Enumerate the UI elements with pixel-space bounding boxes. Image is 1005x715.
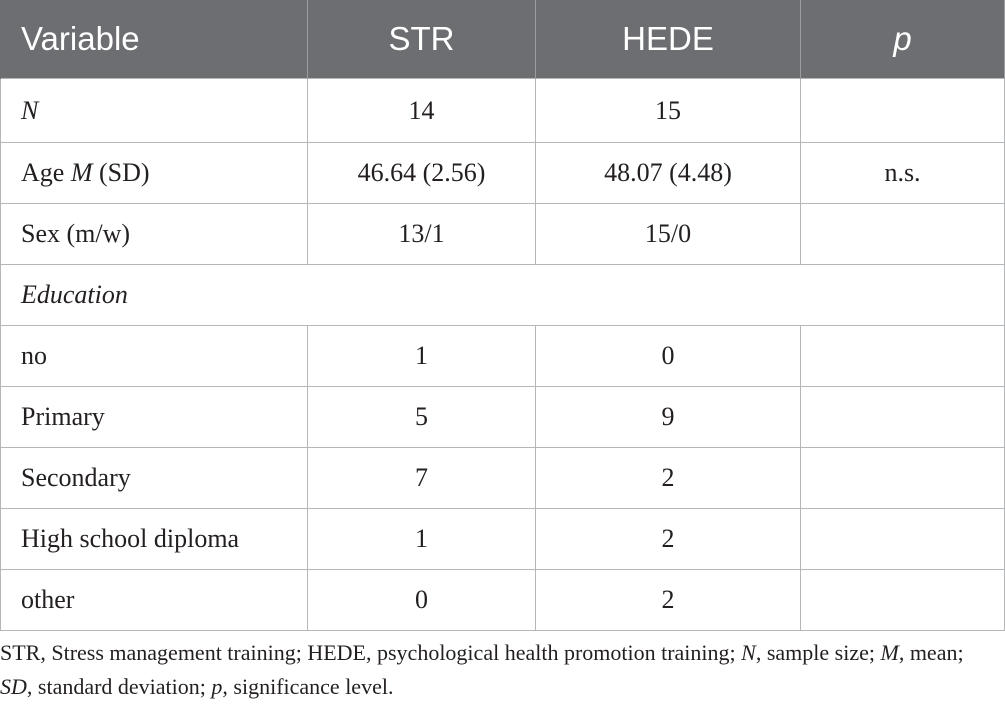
cell-str: 1: [308, 509, 536, 570]
table-row: [1, 143, 1005, 204]
table-row: [1, 387, 1005, 448]
row-label: Sex (m/w): [1, 204, 308, 265]
cell-str: 13/1: [308, 204, 536, 265]
header-str: STR: [308, 0, 536, 79]
table-row: [1, 448, 1005, 509]
footnote-text: , mean;: [898, 640, 964, 665]
footnote-text: , standard deviation;: [26, 674, 212, 699]
cell-str: 0: [308, 570, 536, 631]
row-label: [1, 143, 308, 204]
cell-hede: 0: [536, 326, 801, 387]
footnote-abbr: M: [880, 640, 899, 665]
header-p: p: [801, 0, 1005, 79]
header-hede: HEDE: [536, 0, 801, 79]
label-part-italic: M: [70, 158, 93, 187]
label-part: (SD): [92, 158, 150, 187]
cell-hede: 2: [536, 570, 801, 631]
table-row: [1, 509, 1005, 570]
row-label: N: [1, 79, 308, 143]
cell-p: [801, 570, 1005, 631]
cell-hede: 2: [536, 509, 801, 570]
table-row: [1, 570, 1005, 631]
cell-str: 7: [308, 448, 536, 509]
label-part: Age: [21, 158, 71, 187]
cell-hede: 9: [536, 387, 801, 448]
table-row: [1, 204, 1005, 265]
cell-str: 14: [308, 79, 536, 143]
cell-p: [801, 204, 1005, 265]
cell-str: 1: [308, 326, 536, 387]
footnote-abbr: SD: [0, 674, 27, 699]
footnote-abbr: N: [741, 640, 756, 665]
row-label: Primary: [1, 387, 308, 448]
cell-hede: 2: [536, 448, 801, 509]
cell-p: [801, 387, 1005, 448]
cell-hede: 48.07 (4.48): [536, 143, 801, 204]
table-footnote: [0, 636, 1000, 704]
row-label: no: [1, 326, 308, 387]
cell-p: n.s.: [801, 143, 1005, 204]
cell-p: [801, 326, 1005, 387]
row-label: Secondary: [1, 448, 308, 509]
row-label: other: [1, 570, 308, 631]
cell-hede: 15/0: [536, 204, 801, 265]
footnote-abbr: p: [211, 674, 223, 699]
table-row-section: [1, 265, 1005, 326]
footnote-text: STR, Stress management training; HEDE, psychological health promotion training;: [0, 640, 742, 665]
header-variable: Variable: [1, 0, 308, 79]
section-label-education: Education: [1, 265, 1005, 326]
footnote-text: , significance level.: [222, 674, 394, 699]
header-row: [1, 0, 1005, 79]
cell-p: [801, 509, 1005, 570]
cell-p: [801, 79, 1005, 143]
table-row: [1, 79, 1005, 143]
table-row: [1, 326, 1005, 387]
footnote-text: , sample size;: [755, 640, 881, 665]
row-label: High school diploma: [1, 509, 308, 570]
cell-str: 46.64 (2.56): [308, 143, 536, 204]
cell-str: 5: [308, 387, 536, 448]
cell-p: [801, 448, 1005, 509]
cell-hede: 15: [536, 79, 801, 143]
